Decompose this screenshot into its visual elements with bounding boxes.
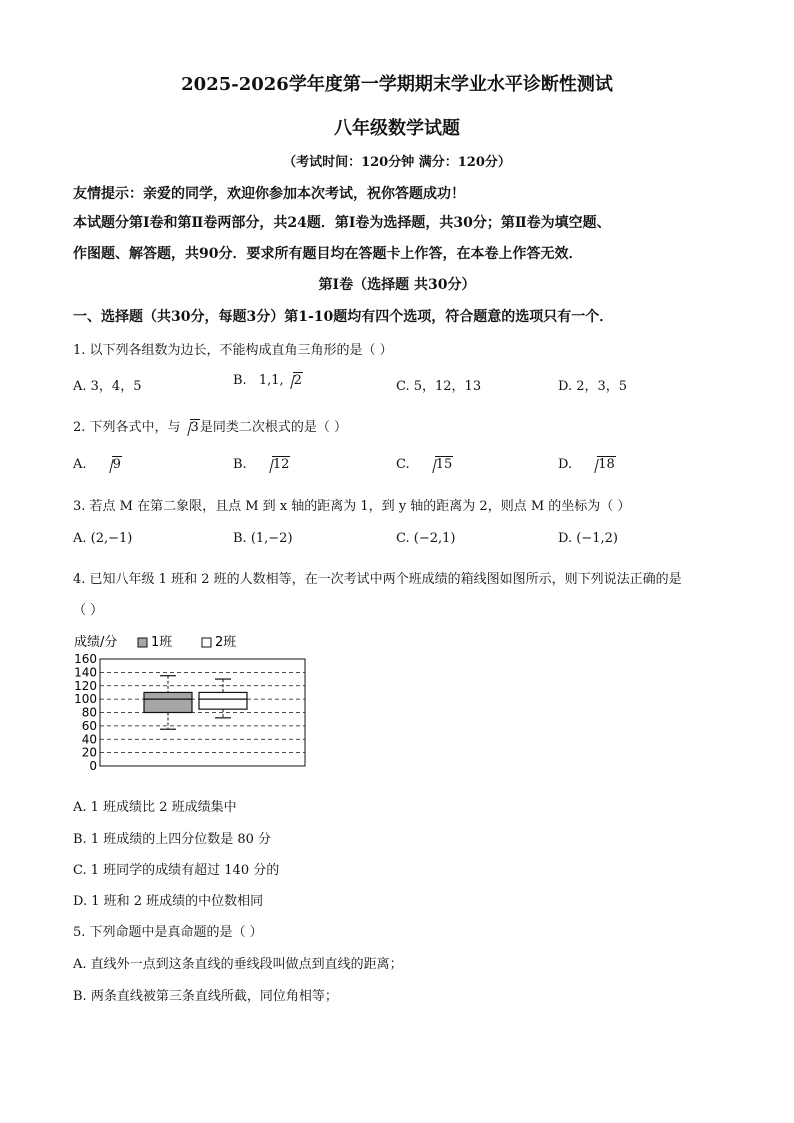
boxes: [144, 676, 247, 730]
q1-option-c: C. 5，12，13: [396, 379, 482, 394]
grid-lines: [100, 672, 305, 752]
q2-option-b-label: B.: [233, 457, 247, 472]
iqr-box: [199, 692, 247, 709]
q2-option-b-radicand: 12: [272, 457, 290, 472]
question-4-stem-cont: （ ）: [73, 603, 104, 618]
question-3-stem: 3. 若点 M 在第二象限，且点 M 到 x 轴的距离为 1，到 y 轴的距离为 2，则点 M 的坐标为（ ）: [73, 499, 631, 514]
legend-label-class1: 1班: [151, 635, 173, 650]
sqrt-symbol: [426, 457, 454, 472]
y-tick-label: 120: [74, 678, 97, 693]
q2-option-a-label: A.: [73, 457, 87, 472]
legend-swatch-class1: [138, 638, 147, 647]
q4-option-a: A. 1 班成绩比 2 班成绩集中: [73, 800, 237, 815]
q2-option-d: [558, 457, 616, 472]
q3-option-c: C. (−2,1): [396, 531, 456, 546]
q4-option-d: D. 1 班和 2 班成绩的中位数相同: [73, 894, 264, 909]
q2-option-c: [396, 457, 453, 472]
q2-option-c-radicand: 15: [435, 457, 453, 472]
question-4-stem: 4. 已知八年级 1 班和 2 班的人数相等，在一次考试中两个班成绩的箱线图如图所示，则下列说法正确的是: [73, 572, 682, 587]
box-1: [144, 676, 192, 730]
question-2-stem: [73, 416, 347, 435]
sqrt-symbol: [263, 457, 291, 472]
exam-subtitle: 八年级数学试题: [334, 118, 460, 139]
y-tick-label: 20: [81, 745, 97, 760]
box-2: [199, 679, 247, 718]
q2-option-b: [233, 457, 290, 472]
y-axis-label: 成绩/分: [74, 635, 118, 650]
q2-stem-post: 是同类二次根式的是（ ）: [199, 420, 347, 435]
q1-option-b-radicand: 2: [293, 373, 302, 388]
chart-legend: [138, 635, 236, 650]
q2-stem-radicand: 3: [190, 420, 199, 435]
q5-option-b: B. 两条直线被第三条直线所截，同位角相等；: [73, 989, 338, 1004]
y-tick-label: 80: [81, 705, 97, 720]
q2-option-d-label: D.: [558, 457, 573, 472]
question-5-stem: 5. 下列命题中是真命题的是（ ）: [73, 925, 263, 940]
y-tick-label: 0: [89, 759, 97, 773]
notice-line-3: 作图题、解答题，共90分．要求所有题目均在答题卡上作答，在本卷上作答无效．: [73, 246, 583, 262]
q3-option-a: A. (2,−1): [73, 531, 133, 546]
box-plot-chart: [70, 630, 320, 778]
exam-title: 2025-2026学年度第一学期期末学业水平诊断性测试: [181, 74, 613, 95]
y-tick-label: 160: [74, 652, 97, 666]
section-heading: 第Ⅰ卷（选择题 共30分）: [318, 277, 476, 293]
part-title: 一、选择题（共30分，每题3分）第1-10题均有四个选项，符合题意的选项只有一个．: [73, 309, 614, 325]
q1-option-d: D. 2，3，5: [558, 379, 628, 394]
sqrt-symbol: [181, 420, 200, 435]
q4-option-b: B. 1 班成绩的上四分位数是 80 分: [73, 832, 272, 847]
q4-option-c: C. 1 班同学的成绩有超过 140 分的: [73, 863, 280, 878]
y-tick-labels: [74, 652, 97, 773]
iqr-box: [144, 692, 192, 712]
notice-line-1: 友情提示：亲爱的同学，欢迎你参加本次考试，祝你答题成功！: [73, 186, 465, 202]
legend-swatch-class2: [202, 638, 211, 647]
q2-option-d-radicand: 18: [598, 457, 615, 472]
question-1-stem: 1. 以下列各组数为边长，不能构成直角三角形的是（ ）: [73, 343, 393, 358]
y-tick-label: 140: [74, 665, 97, 680]
q2-option-a-radicand: 9: [112, 457, 121, 472]
q1-option-b-label: B.: [233, 373, 247, 388]
q2-option-a: [73, 457, 122, 472]
sqrt-symbol: [284, 373, 303, 388]
y-tick-label: 100: [74, 692, 97, 707]
q1-option-b-pre: 1,1,: [258, 373, 284, 388]
legend-label-class2: 2班: [215, 635, 237, 650]
q2-option-c-label: C.: [396, 457, 410, 472]
exam-info: （考试时间：120分钟 满分：120分）: [283, 155, 511, 170]
q3-option-d: D. (−1,2): [558, 531, 618, 546]
y-tick-label: 40: [81, 732, 97, 747]
sqrt-symbol: [588, 457, 616, 472]
q1-option-a: A. 3，4，5: [73, 379, 142, 394]
q2-stem-pre: 2. 下列各式中，与: [73, 420, 181, 435]
q3-option-b: B. (1,−2): [233, 531, 293, 546]
q1-option-b: [233, 373, 303, 388]
y-tick-label: 60: [81, 718, 97, 733]
sqrt-symbol: [103, 457, 122, 472]
q5-option-a: A. 直线外一点到这条直线的垂线段叫做点到直线的距离；: [73, 957, 403, 972]
notice-line-2: 本试题分第Ⅰ卷和第Ⅱ卷两部分，共24题．第Ⅰ卷为选择题，共30分；第Ⅱ卷为填空题、: [73, 215, 611, 231]
